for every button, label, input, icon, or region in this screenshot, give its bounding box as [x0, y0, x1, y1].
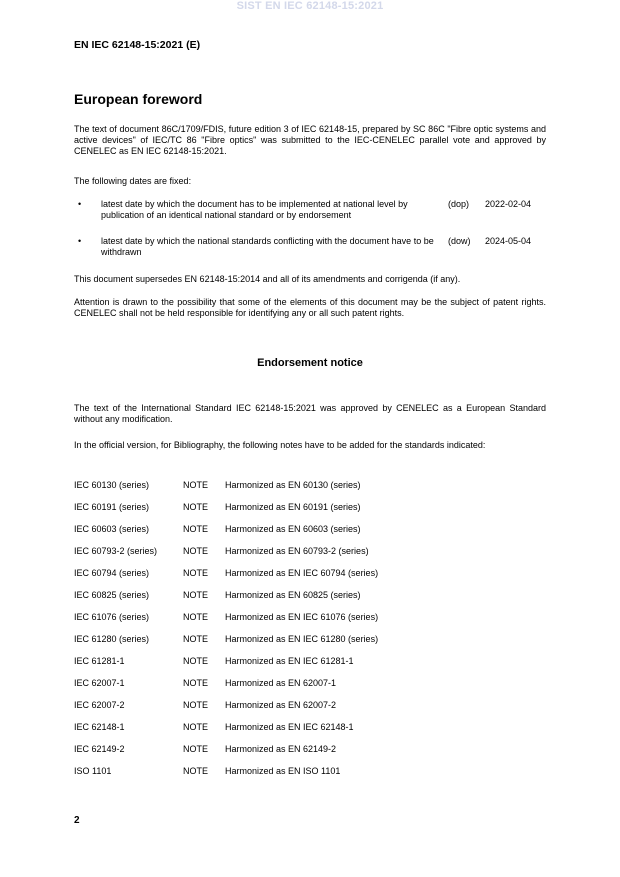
bibliography-note: In the official version, for Bibliography, the following notes have to be added for the standards indicated: [74, 440, 486, 450]
iec-standard: IEC 60191 (series) [74, 502, 150, 512]
supersedes-note: This document supersedes EN 62148-15:2014 and all of its amendments and corrigenda (if any). [74, 274, 461, 284]
note-label: NOTE [183, 480, 209, 490]
bullet: • [78, 236, 82, 246]
note-label: NOTE [183, 546, 209, 556]
endorsement-title: Endorsement notice [257, 357, 363, 369]
foreword-title: European foreword [74, 91, 203, 107]
harmonized-as: Harmonized as EN 60793-2 (series) [225, 546, 369, 556]
iec-standard: IEC 62148-1 [74, 722, 125, 732]
harmonized-as: Harmonized as EN 62007-1 [225, 678, 337, 688]
date-item-code: (dop) [448, 199, 470, 209]
note-label: NOTE [183, 568, 209, 578]
note-label: NOTE [183, 700, 209, 710]
iec-standard: IEC 60794 (series) [74, 568, 150, 578]
iec-standard: IEC 60130 (series) [74, 480, 150, 490]
dates-intro: The following dates are fixed: [74, 176, 192, 186]
iec-standard: IEC 62007-2 [74, 700, 125, 710]
date-item-text: latest date by which the document has to be implemented at national level by publication of an identical national standard or by endorsement [101, 199, 408, 220]
iec-standard: IEC 61281-1 [74, 656, 125, 666]
harmonized-as: Harmonized as EN ISO 1101 [225, 766, 341, 776]
date-item-date: 2024-05-04 [485, 236, 532, 246]
foreword-intro: The text of document 86C/1709/FDIS, future edition 3 of IEC 62148-15, prepared by SC 86C "Fibre optic systems and active devices" of IEC/TC 86 "Fibre optics" was submitted to the IEC-CENELEC parallel vote and approved by CENELEC as EN IEC 62148-15:2021. [74, 124, 546, 156]
date-item-code: (dow) [448, 236, 471, 246]
patent-attention: Attention is drawn to the possibility that some of the elements of this document may be the subject of patent rights. CENELEC shall not be held responsible for identifying any or all such patent rights. [74, 297, 546, 318]
iec-standard: ISO 1101 [74, 766, 112, 776]
harmonized-as: Harmonized as EN 62149-2 [225, 744, 337, 754]
note-label: NOTE [183, 634, 209, 644]
harmonized-as: Harmonized as EN 60603 (series) [225, 524, 361, 534]
iec-standard: IEC 61076 (series) [74, 612, 150, 622]
watermark: SIST EN IEC 62148-15:2021 [236, 0, 384, 12]
note-label: NOTE [183, 722, 209, 732]
endorsement-approval: The text of the International Standard IEC 62148-15:2021 was approved by CENELEC as a European Standard without any modification. [74, 403, 546, 424]
date-item-date: 2022-02-04 [485, 199, 532, 209]
note-label: NOTE [183, 502, 209, 512]
note-label: NOTE [183, 678, 209, 688]
iec-standard: IEC 60793-2 (series) [74, 546, 158, 556]
harmonized-as: Harmonized as EN IEC 61281-1 [225, 656, 354, 666]
bullet: • [78, 199, 82, 209]
iec-standard: IEC 60603 (series) [74, 524, 150, 534]
note-label: NOTE [183, 744, 209, 754]
harmonized-as: Harmonized as EN IEC 62148-1 [225, 722, 354, 732]
iec-standard: IEC 61280 (series) [74, 634, 150, 644]
iec-standard: IEC 60825 (series) [74, 590, 150, 600]
note-label: NOTE [183, 656, 209, 666]
note-label: NOTE [183, 612, 209, 622]
harmonized-as: Harmonized as EN 62007-2 [225, 700, 337, 710]
harmonized-as: Harmonized as EN IEC 61076 (series) [225, 612, 379, 622]
iec-standard: IEC 62007-1 [74, 678, 125, 688]
harmonized-as: Harmonized as EN IEC 60794 (series) [225, 568, 379, 578]
harmonized-as: Harmonized as EN IEC 61280 (series) [225, 634, 379, 644]
date-item-text: latest date by which the national standards conflicting with the document have to be withdrawn [101, 236, 434, 257]
note-label: NOTE [183, 766, 209, 776]
harmonized-as: Harmonized as EN 60191 (series) [225, 502, 361, 512]
note-label: NOTE [183, 524, 209, 534]
note-label: NOTE [183, 590, 209, 600]
harmonized-as: Harmonized as EN 60130 (series) [225, 480, 361, 490]
document-id: EN IEC 62148-15:2021 (E) [74, 39, 201, 51]
page-number: 2 [74, 815, 80, 826]
iec-standard: IEC 62149-2 [74, 744, 125, 754]
harmonized-as: Harmonized as EN 60825 (series) [225, 590, 361, 600]
